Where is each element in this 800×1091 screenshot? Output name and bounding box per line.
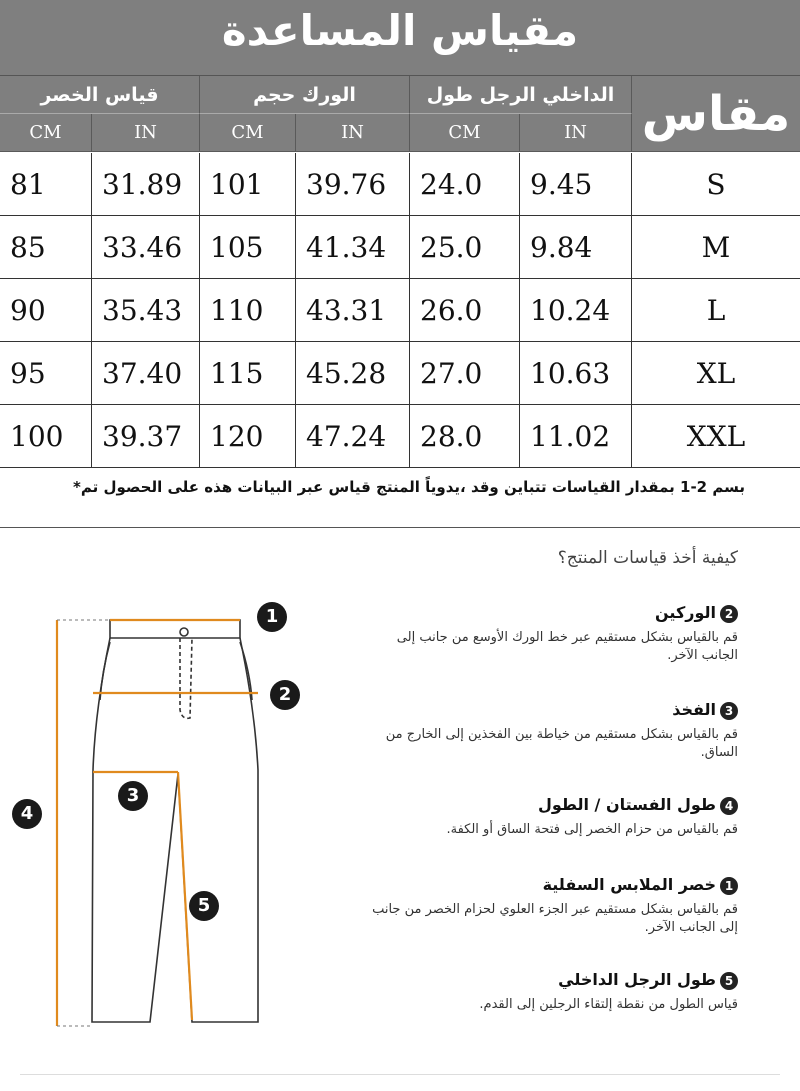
table-cell: 85 — [0, 216, 92, 279]
howto-item-title: طول الفستان / الطول — [537, 795, 716, 814]
header-size: مقاس — [632, 76, 800, 152]
table-cell: 37.40 — [92, 342, 200, 405]
table-cell: 9.84 — [520, 216, 632, 279]
howto-item-waist — [358, 875, 738, 937]
table-cell: 10.63 — [520, 342, 632, 405]
howto-item-hips — [358, 603, 738, 665]
table-cell: 115 — [200, 342, 296, 405]
header-waist: قياس الخصر — [0, 76, 200, 114]
unit-waist-in: IN — [92, 114, 200, 152]
table-cell: 90 — [0, 279, 92, 342]
table-cell: 47.24 — [296, 405, 410, 468]
howto-item-title: خصر الملابس السفلية — [542, 875, 716, 894]
measurement-note: بسم 2-1 بمقدار القياسات تتباين وقد ،يدوياً المنتج قياس عبر البيانات هذه على الحصول تم* — [0, 468, 800, 528]
howto-item-desc: قم بالقياس بشكل مستقيم عبر خط الورك الأوسع من جانب إلى الجانب الآخر. — [396, 629, 738, 663]
size-label: XL — [632, 342, 800, 405]
table-cell: 33.46 — [92, 216, 200, 279]
table-cell: 81 — [0, 153, 92, 216]
table-cell: 120 — [200, 405, 296, 468]
table-cell: 26.0 — [410, 279, 520, 342]
table-cell: 39.76 — [296, 153, 410, 216]
table-cell: 25.0 — [410, 216, 520, 279]
divider — [20, 1074, 780, 1075]
howto-item-title: الفخذ — [672, 700, 716, 719]
number-2-icon: 2 — [720, 605, 738, 623]
number-5-icon: 5 — [720, 972, 738, 990]
unit-inseam-in: IN — [520, 114, 632, 152]
badge-2-icon: 2 — [270, 680, 300, 710]
size-label: M — [632, 216, 800, 279]
header-hip: الورك حجم — [200, 76, 410, 114]
table-cell: 28.0 — [410, 405, 520, 468]
howto-item-desc: قم بالقياس بشكل مستقيم عبر الجزء العلوي لحزام الخصر من جانب إلى الجانب الآخر. — [372, 901, 738, 935]
table-cell: 101 — [200, 153, 296, 216]
howto-item-title: الوركين — [655, 603, 716, 622]
howto-item-thigh — [358, 700, 738, 762]
size-label: L — [632, 279, 800, 342]
table-cell: 27.0 — [410, 342, 520, 405]
badge-5-icon: 5 — [189, 891, 219, 921]
unit-waist-cm: CM — [0, 114, 92, 152]
title-bar — [0, 0, 800, 76]
unit-hip-cm: CM — [200, 114, 296, 152]
number-3-icon: 3 — [720, 702, 738, 720]
howto-item-desc: قياس الطول من نقطة إلتقاء الرجلين إلى القدم. — [479, 996, 738, 1012]
badge-3-icon: 3 — [118, 781, 148, 811]
howto-item-length — [358, 795, 738, 839]
number-4-icon: 4 — [720, 797, 738, 815]
unit-inseam-cm: CM — [410, 114, 520, 152]
howto-item-desc: قم بالقياس من حزام الخصر إلى فتحة الساق أو الكفة. — [446, 821, 738, 837]
table-cell: 95 — [0, 342, 92, 405]
page-title: مقياس المساعدة — [221, 6, 579, 55]
table-cell: 11.02 — [520, 405, 632, 468]
pants-diagram-icon — [0, 590, 320, 1040]
badge-4-icon: 4 — [12, 799, 42, 829]
table-cell: 100 — [0, 405, 92, 468]
table-cell: 24.0 — [410, 153, 520, 216]
howto-item-inseam — [358, 970, 738, 1014]
size-label: S — [632, 153, 800, 216]
howto-item-desc: قم بالقياس بشكل مستقيم من خياطة بين الفخذين إلى الخارج من الساق. — [385, 726, 738, 760]
table-cell: 41.34 — [296, 216, 410, 279]
table-cell: 45.28 — [296, 342, 410, 405]
unit-hip-in: IN — [296, 114, 410, 152]
table-cell: 10.24 — [520, 279, 632, 342]
number-1-icon: 1 — [720, 877, 738, 895]
table-cell: 39.37 — [92, 405, 200, 468]
table-cell: 35.43 — [92, 279, 200, 342]
header-inseam: الداخلي الرجل طول — [410, 76, 632, 114]
table-cell: 9.45 — [520, 153, 632, 216]
badge-1-icon: 1 — [257, 602, 287, 632]
table-cell: 31.89 — [92, 153, 200, 216]
table-cell: 105 — [200, 216, 296, 279]
table-cell: 110 — [200, 279, 296, 342]
howto-title: كيفية أخذ قياسات المنتج؟ — [557, 548, 738, 568]
howto-item-title: طول الرجل الداخلي — [558, 970, 716, 989]
size-label: XXL — [632, 405, 800, 468]
table-cell: 43.31 — [296, 279, 410, 342]
